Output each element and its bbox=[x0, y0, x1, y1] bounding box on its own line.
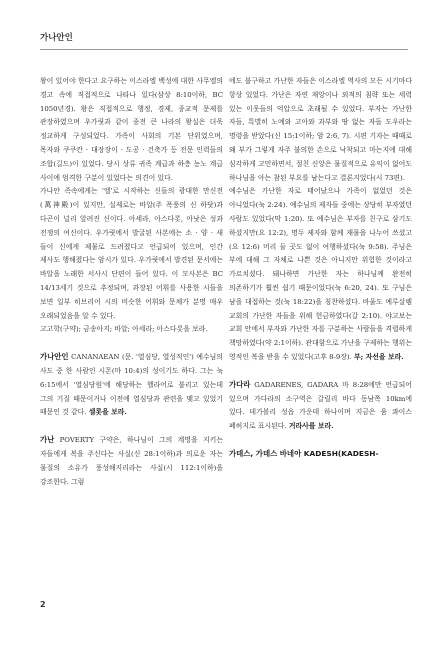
left-paragraph-1: 왕이 있어야 한다고 요구하는 이스라엘 백성에 대한 사무엘의 경고 속에 직접적으로 나타나 있다(삼상 8:10이하, BC 1050년경). 왕은 직접적으로 행정, 경제, 종교적 문제를 관장하였으며 우가릿과 같이 종전 큰 나라의 왕실은 더욱 정교하게 구성되었다. 가족이 사회의 기본 단위였으며, 목자와 쿠쿠칸 · 대장장이 · 도공 · 건축가 등 전문 인력들의 조합(길드)이 있었다. 당시 상류 귀족 계급과 하층 농노 계급 사이에 엄격한 구분이 있었다는 의견이 있다. bbox=[40, 77, 223, 182]
left-paragraph-2: 가나안 족속에게는 '엘'로 시작하는 신들의 광대한 만신전(萬神殿)이 있지만, 실제로는 바알(주 폭풍의 신 하닷)과 다곤이 널리 알려진 신이다. 아세라, 아스다롯, 아낫은 성과 전쟁의 여신이다. 우가릿에서 발굴된 사본에는 소 · 양 · 새 들이 신에게 제물로 드려졌다고 언급되어 있으며, 인간 제사도 행해졌다는 암시가 있다. 우가릿에서 발견된 문서에는 바알을 노래한 서사시 단편이 들어 있다. 이 모사본은 BC 14/13세기 것으로 추정되며, 과장된 어휘를 사용한 시들을 보면 일부 히브리어 시의 비슷한 어휘와 문체가 분명 매우 오래되었음을 알 수 있다. bbox=[40, 187, 223, 320]
headword-cananaean: 가나안인 bbox=[40, 352, 69, 362]
entry-cananaean-body: CANANAEAN (문. '열심당, 열성적인') 예수님의 사도 중 한 사람인 시몬(마 10:4)의 성이기도 하다. 그는 눅 6:15에서 '열심당원'에 해당하는 헬라어로 불리고 있는데 그의 기질 때문이거나 이전에 열심당과 관련을 맺고 있었기 때문인 것 같다. bbox=[40, 353, 223, 417]
running-head: 가나안인 bbox=[40, 33, 73, 43]
entry-kadesh bbox=[229, 447, 412, 462]
entry-gadarenes-see: 거라사를 보라. bbox=[288, 422, 334, 431]
right-paragraph-1: 에도 불구하고 가난한 자들은 이스라엘 역사의 모든 시기마다 항상 있었다. 가난은 자연 재앙이나 외적의 침략 또는 세력 있는 이웃들의 억압으로 초래될 수 있었다. 부자는 가난한 자들, 특별히 노예와 고아와 과부와 땅 없는 자들 도우라는 명령을 받았다(신 15:1이하; 암 2:6, 7). 시편 기자는 때때로 왜 부가 그렇게 자주 불의한 손으로 낙착되고 마는지에 대해 심각하게 고민하면서, 절친 신앙은 물질적으로 유익이 없어도 하나님을 아는 참된 부요를 남는다고 결론지었다(시 73편). bbox=[229, 77, 412, 182]
entry-gadarenes bbox=[229, 378, 412, 434]
left-cross-reference: 고고학(구약); 금송아지; 바알; 아세라; 아스다롯을 보라. bbox=[40, 325, 208, 334]
headword-poverty: 가난 bbox=[40, 435, 55, 445]
entry-kadesh-body: KADESH(KADESH- bbox=[301, 448, 379, 458]
entry-poverty bbox=[40, 433, 223, 489]
entry-gadarenes-body: GADARENES, GADARA 마 8:28에만 언급되어 있으며 가다라의 소구역은 갈릴리 바다 동남쪽 10km에 있다. 데가볼리 성읍 가운데 하나이며 지금은 움 콰이스 폐허지로 표시된다. bbox=[229, 380, 412, 431]
right-paragraph-2-see: 부; 자선을 보라. bbox=[354, 352, 404, 361]
headword-gadarenes: 가다라 bbox=[229, 379, 251, 389]
entry-cananaean bbox=[40, 350, 223, 420]
right-column bbox=[229, 75, 412, 462]
header-rule bbox=[40, 49, 408, 50]
right-paragraph-2 bbox=[229, 185, 412, 364]
right-paragraph-2-body: 예수님은 가난한 자로 태어났으나 가족이 없었던 것은 아니었다(눅 2:24). 예수님의 제자들 중에는 상당히 부자였던 사람도 있었다(막 1:20). 또 예수님은 부자를 친구로 삼기도 하셨지만(요 12:2), 명두 제자와 함께 재물을 나누어 쓰셨고(요 12:6) 머리 둘 곳도 없이 여행하셨다(눅 9:58). 주님은 부에 대해 그 자체로 나쁜 것은 아니지만 위험한 것이라고 가르치셨다. 돼나하면 가난한 자는 하나님께 완전히 의존하기가 훨씬 쉽기 때문이었다(눅 6:20, 24). 또 구님은 남을 대접하는 것(눅 18:22)을 칭찬하셨다. 바울도 예루살렘 교회의 가난한 자들을 위해 헌금하였다(갈 2:10). 야고보는 교회 안에서 부자와 가난한 자를 구분하는 사람들을 격렬하게 책망하였다(약 2:1이하). 관대함으로 가난을 구제하는 행위는 영적인 복을 받을 수 있었다(고후 8-9장). bbox=[229, 187, 412, 361]
entry-cananaean-see: 셀롯을 보라. bbox=[88, 408, 127, 417]
headword-kadesh: 가데스, 가데스 바네아 bbox=[229, 448, 302, 458]
left-column bbox=[40, 75, 223, 489]
entry-poverty-body: POVERTY 구약은, 하나님이 그의 계명을 지키는 자들에게 복을 주신다는 사실(신 28:1이하)과 의로운 자는 물질의 소유가 풍성해지리라는 사실(시 112:1이하)을 강조한다. 그럼 bbox=[40, 436, 223, 486]
page-number: 2 bbox=[40, 600, 46, 609]
